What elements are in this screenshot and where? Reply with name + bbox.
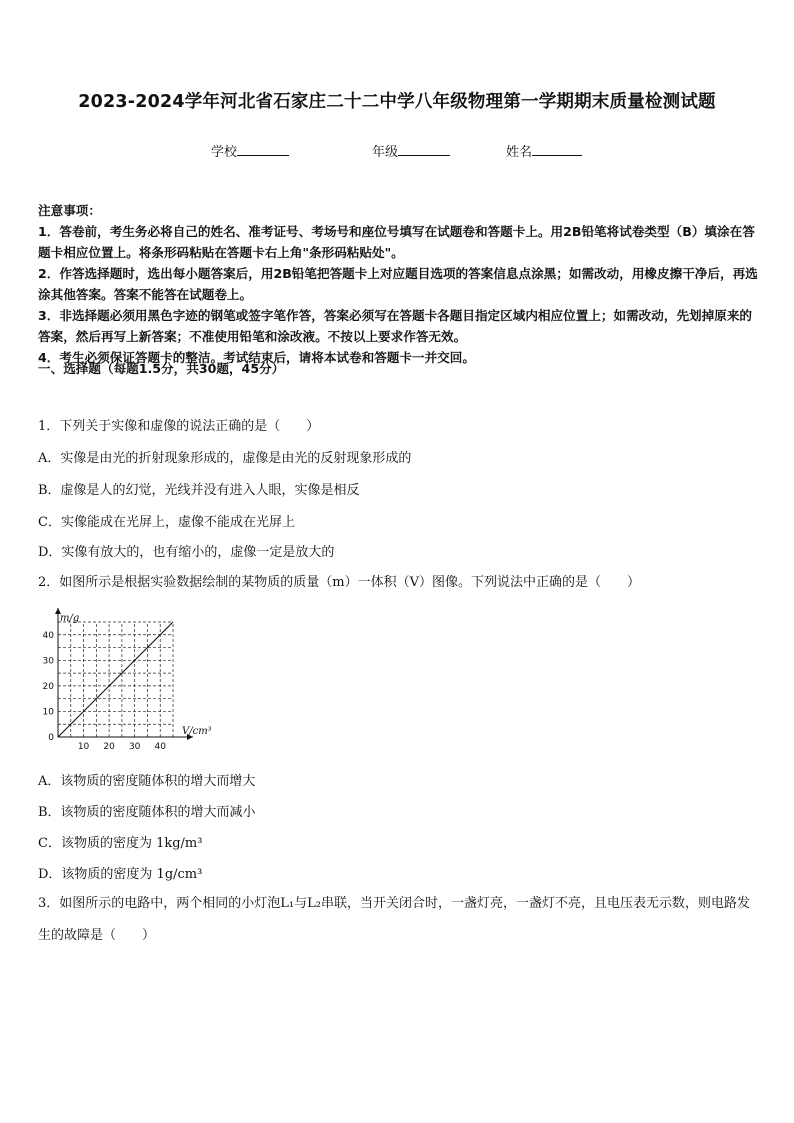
question-1-option-d: D．实像有放大的，也有缩小的，虚像一定是放大的: [38, 545, 335, 560]
y-tick-label: 30: [42, 656, 54, 667]
x-tick-label: 40: [154, 742, 166, 752]
x-tick-label: 10: [77, 742, 90, 752]
page-title: 2023-2024学年河北省石家庄二十二中学八年级物理第一学期期末质量检测试题: [78, 92, 716, 112]
x-tick-label: 30: [128, 742, 141, 752]
question-3-stem: 3．如图所示的电路中，两个相同的小灯泡L₁与L₂串联，当开关闭合时，一盏灯亮，一盏灯不亮，且电压表无示数，则电路发生的故障是（ ）: [38, 896, 750, 943]
school-field: [211, 141, 289, 160]
student-info-row: [0, 141, 794, 161]
section-heading: 一、选择题（每题1.5分，共30题，45分）: [38, 361, 285, 376]
chart-axes: [55, 608, 193, 740]
question-2-option-b: B．该物质的密度随体积的增大而减小: [38, 805, 256, 820]
notice-item: 4．考生必须保证答题卡的整洁。考试结束后，请将本试卷和答题卡一并交回。: [38, 350, 475, 365]
mass-volume-chart: [38, 604, 218, 754]
question-2-option-c: C．该物质的密度为 1kg/m³: [38, 836, 203, 851]
chart-series: [58, 622, 173, 737]
y-axis-label: m/g: [60, 613, 80, 624]
notice-heading: 注意事项：: [38, 203, 101, 218]
grade-blank: [398, 141, 450, 156]
name-field: [506, 141, 582, 160]
question-1-stem: 1．下列关于实像和虚像的说法正确的是（ ）: [38, 419, 320, 434]
y-tick-label: 20: [42, 681, 54, 692]
grade-field: [372, 141, 450, 160]
series-line: [58, 622, 173, 737]
name-label: 姓名: [506, 145, 533, 160]
question-1-option-a: A．实像是由光的折射现象形成的，虚像是由光的反射现象形成的: [38, 451, 412, 466]
question-2-stem: 2．如图所示是根据实验数据绘制的某物质的质量（m）一体积（V）图像。下列说法中正确的是（ ）: [38, 575, 640, 590]
x-tick-label: 20: [103, 742, 115, 752]
name-blank: [532, 141, 582, 156]
school-label: 学校: [211, 145, 238, 160]
question-2-option-d: D．该物质的密度为 1g/cm³: [38, 867, 203, 882]
notice-item: 1．答卷前，考生务必将自己的姓名、准考证号、考场号和座位号填写在试题卷和答题卡上。用2B铅笔将试卷类型（B）填涂在答题卡相应位置上。将条形码粘贴在答题卡右上角"条形码粘贴处"。: [38, 224, 755, 260]
notice-item: 2．作答选择题时，选出每小题答案后，用2B铅笔把答题卡上对应题目选项的答案信息点涂黑；如需改动，用橡皮擦干净后，再选涂其他答案。答案不能答在试题卷上。: [38, 266, 758, 302]
grade-label: 年级: [372, 145, 399, 160]
y-tick-label: 0: [48, 733, 54, 743]
question-2-option-a: A．该物质的密度随体积的增大而增大: [38, 774, 256, 789]
y-tick-label: 10: [42, 707, 54, 718]
school-blank: [237, 141, 289, 156]
y-tick-label: 40: [42, 630, 54, 641]
x-axis-label: V/cm³: [182, 726, 212, 737]
notice-block: [38, 200, 762, 368]
question-1-option-b: B．虚像是人的幻觉，光线并没有进入人眼，实像是相反: [38, 483, 360, 498]
notice-item: 3．非选择题必须用黑色字迹的钢笔或签字笔作答，答案必须写在答题卡各题目指定区域内相应位置上；如需改动，先划掉原来的答案，然后再写上新答案；不准使用铅笔和涂改液。不按以上要求作答无效。: [38, 308, 753, 344]
question-1-option-c: C．实像能成在光屏上，虚像不能成在光屏上: [38, 515, 295, 530]
